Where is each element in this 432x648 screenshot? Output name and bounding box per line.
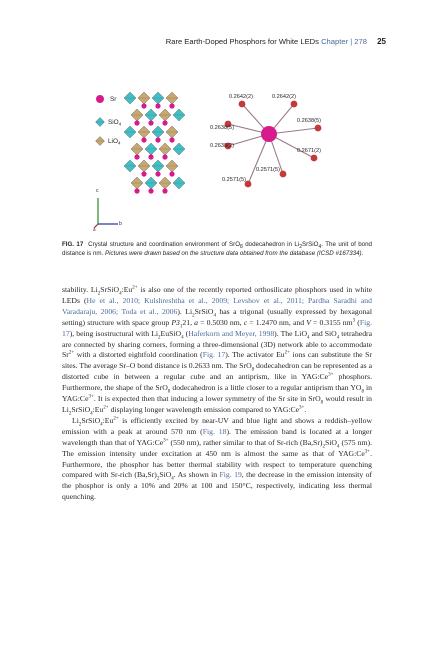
legend-sr-swatch xyxy=(96,95,104,103)
bond-distance-label: 0.2638(5) xyxy=(210,125,234,131)
axis-c-label: c xyxy=(96,188,99,194)
paragraph-1: stability. $Li_2SrSiO_4:Eu^{2+}$ is also one of the recently reported orthosilicate phosphors used in white LEDs (He et al., 2010; Kulshreshtha et al., 2009; Levshov et al., 2011; Pardha Saradhi and Varadaraju, 2006; Toda et al., 2006). $Li_2SrSiO_4$ has a trigonal (usually expressed by hexagonal setting) structure with space group $P3_121$, a = 0.5030 nm, c = 1.2470 nm, and V = 0.3155 $nm^3$ (Fig. 17), being isostructural with $Li_2EuSiO_4$ (Haferkorn and Meyer, 1998). The LiO$_4$ and SiO$_4$ tetrahedra are connected by sharing corners, forming a three-dimensional (3D) network able to accommodate $Sr^{2+}$ with a distorted eightfold coordination (Fig. 17). The activator $Eu^{2+}$ ions can substitute the Sr sites. The average Sr–O bond distance is 0.2633 nm. The SrO$_8$ dodecahedron can be represented as a distorted cube in between a regular cube and an antiprism, like in $YAG:Ce^{3+}$ phosphors. Furthermore, the shape of the SrO$_8$ dodecahedron is a little closer to a regular antiprism than $YO_8$ in $YAG:Ce^{3+}$. It is expected then that inducing a lower symmetry of the Sr site in SrO$_8$ would result in $Li_2SrSiO_4:Eu^{2+}$ displaying longer wavelength emission compared to $YAG:Ce^{3+}$. xyxy=(62,285,373,417)
oxygen-atom xyxy=(280,171,287,178)
lattice-sr-atom xyxy=(169,137,174,142)
oxygen-atom xyxy=(311,155,318,162)
bond-distance-label: 0.2571(5) xyxy=(222,177,246,183)
paragraph-2: $Li_2SrSiO_4:Eu^{2+}$ is efficiently excited by near-UV and blue light and shows a reddish–yellow emission with a peak at around 570 nm (Fig. 18). The emission band is located at a longer wavelength than that of $YAG:Ce^{3+}$ (550 nm), rather similar to that of Sr-rich $(Ba,Sr)_2SiO_4$ (575 nm). The emission intensity under excitation at 450 nm is almost the same as that of $YAG:Ce^{3+}$. Furthermore, the phosphor has better thermal stability with respect to temperature quenching compared with Sr-rich $(Ba,Sr)_2SiO_4$. As shown in Fig. 19, the decrease in the emission intensity of the phosphor is only a 10% and 20% at 100 and 150°C, respectively, indicating less thermal quenching. xyxy=(62,415,372,502)
oxygen-atom xyxy=(239,101,246,108)
lattice-sr-atom xyxy=(169,103,174,108)
bond-distance-label: 0.2642(2) xyxy=(229,94,253,100)
oxygen-atom xyxy=(315,125,322,132)
figure-id: FIG. 17 xyxy=(62,241,84,248)
lattice-sr-atom xyxy=(148,154,153,159)
lattice-sr-atom xyxy=(155,137,160,142)
lattice-sr-atom xyxy=(134,154,139,159)
lattice-sr-atom xyxy=(155,103,160,108)
bond-distance-label: 0.2638(2) xyxy=(210,143,234,149)
legend-sio4-label: SiO$_4$ xyxy=(108,119,122,127)
page-number: 25 xyxy=(377,37,386,46)
lattice-sr-atom xyxy=(162,188,167,193)
lattice-sr-atom xyxy=(141,137,146,142)
central-sr-atom xyxy=(261,126,277,142)
bond-distance-label: 0.2671(2) xyxy=(297,148,321,154)
citation-link[interactable]: He et al., 2010; Kulshreshtha et al., 2009; Levshov et al., 2011; Pardha Saradhi and Varadaraju, 2006; Toda et al., 2006 xyxy=(62,295,372,316)
running-head xyxy=(0,37,386,46)
citation-link[interactable]: Haferkorn and Meyer, 1998 xyxy=(188,328,275,338)
lattice-sr-atom xyxy=(162,120,167,125)
lattice-sr-atom xyxy=(141,171,146,176)
axis-a-label: a xyxy=(93,227,96,232)
running-head-chapter: Chapter | 278 xyxy=(321,37,367,46)
lattice-sr-atom xyxy=(148,120,153,125)
bond-distance-label: 0.2642(2) xyxy=(272,94,296,100)
bond-distance-label: 0.2571(5) xyxy=(256,167,280,173)
figure-caption: FIG. 17 Crystal structure and coordination environment of SrO$_8$ dodecahedron in $Li_2SrSiO_4$. The unit of bond distance is nm. Pictures were drawn based on the structure data obtained from the database (ICSD #167334). xyxy=(62,241,372,257)
lattice-sr-atom xyxy=(134,120,139,125)
lattice-sr-atom xyxy=(141,103,146,108)
axis-b-label: b xyxy=(119,221,122,227)
lattice-sr-atom xyxy=(134,188,139,193)
oxygen-atom xyxy=(291,101,298,108)
caption-source-note: Pictures were drawn based on the structure data obtained from the database (ICSD #167334). xyxy=(105,249,364,257)
body-text xyxy=(62,285,372,503)
legend-lio4-label: LiO$_4$ xyxy=(108,138,121,146)
figure-17 xyxy=(88,86,368,234)
lattice-sr-atom xyxy=(169,171,174,176)
running-head-title: Rare Earth-Doped Phosphors for White LEDs xyxy=(165,37,319,46)
figure-link[interactable]: Fig. 17 xyxy=(202,350,226,360)
figure-link[interactable]: Fig. 18 xyxy=(202,426,227,436)
lattice-sr-atom xyxy=(155,171,160,176)
figure-link[interactable]: Fig. 17 xyxy=(62,317,372,338)
legend-sr-label: Sr xyxy=(110,96,117,103)
lattice-sr-atom xyxy=(162,154,167,159)
bond-distance-label: 0.2638(5) xyxy=(297,118,321,124)
crystal-structure-image xyxy=(88,86,368,234)
lattice-sr-atom xyxy=(148,188,153,193)
sr-o-bond xyxy=(248,134,269,184)
figure-link[interactable]: Fig. 19 xyxy=(219,470,242,480)
